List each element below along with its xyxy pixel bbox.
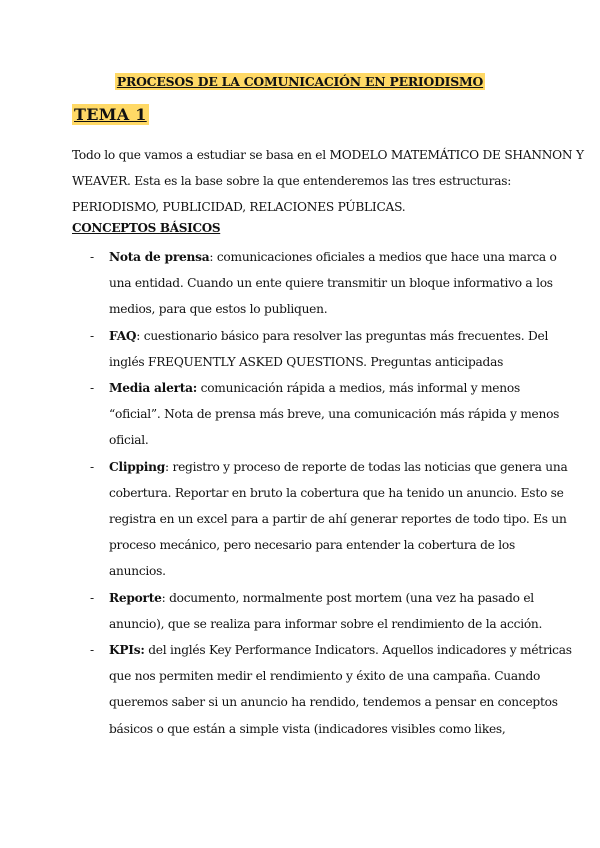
- intro-line: WEAVER. Esta es la base sobre la que entenderemos las tres estructuras:: [72, 174, 512, 189]
- bullet-dash: -: [90, 381, 95, 396]
- item-line: proceso mecánico, pero necesario para entender la cobertura de los: [109, 538, 515, 553]
- concept-term: Media alerta:: [109, 381, 198, 396]
- concept-term: Clipping: [109, 459, 166, 474]
- intro-line: PERIODISMO, PUBLICIDAD, RELACIONES PÚBLICAS.: [72, 200, 406, 215]
- section-heading: CONCEPTOS BÁSICOS: [72, 221, 221, 235]
- concept-definition: : documento, normalmente post mortem (una vez ha pasado el: [161, 590, 534, 605]
- item-line: “oficial”. Nota de prensa más breve, una comunicación más rápida y menos: [109, 407, 560, 422]
- concept-list: [72, 244, 572, 742]
- item-first-line: [109, 454, 568, 480]
- concept-definition: comunicación rápida a medios, más informal y menos: [197, 381, 520, 396]
- item-first-line: [109, 244, 557, 270]
- intro-line: Todo lo que vamos a estudiar se basa en el MODELO MATEMÁTICO DE SHANNON Y: [72, 148, 584, 162]
- concept-term: KPIs:: [109, 643, 145, 658]
- item-line: básicos o que están a simple vista (indicadores visibles como likes,: [109, 721, 506, 736]
- bullet-dash: -: [90, 590, 95, 605]
- list-item: [72, 323, 549, 375]
- bullet-dash: -: [90, 328, 95, 343]
- tema-heading: TEMA 1: [74, 105, 147, 124]
- concept-definition: : cuestionario básico para resolver las preguntas más frecuentes. Del: [136, 328, 549, 343]
- item-line: anuncios.: [109, 564, 166, 579]
- concept-term: Reporte: [109, 590, 162, 605]
- item-line: inglés FREQUENTLY ASKED QUESTIONS. Preguntas anticipadas: [109, 354, 504, 369]
- item-line: cobertura. Reportar en bruto la cobertura que ha tenido un anuncio. Esto se: [109, 485, 564, 500]
- item-line: anuncio), que se realiza para informar sobre el rendimiento de la acción.: [109, 616, 543, 631]
- list-item: [72, 454, 568, 585]
- bullet-dash: -: [90, 459, 95, 474]
- concept-definition: del inglés Key Performance Indicators. Aquellos indicadores y métricas: [144, 643, 572, 658]
- item-line: queremos saber si un anuncio ha rendido, tendemos a pensar en conceptos: [109, 695, 558, 710]
- item-line: oficial.: [109, 433, 149, 448]
- list-item: [72, 244, 557, 323]
- concept-definition: : registro y proceso de reporte de todas las noticias que genera una: [165, 459, 568, 474]
- concept-term: FAQ: [109, 328, 137, 343]
- bullet-dash: -: [90, 643, 95, 658]
- concept-definition: : comunicaciones oficiales a medios que hace una marca o: [209, 250, 557, 264]
- title-container: [0, 71, 600, 90]
- list-item: [72, 637, 572, 742]
- item-line: registra en un excel para a partir de ahí generar reportes de todo tipo. Es un: [109, 512, 567, 527]
- item-first-line: [109, 323, 549, 349]
- item-line: medios, para que estos lo publiquen.: [109, 302, 328, 317]
- document-title: PROCESOS DE LA COMUNICACIÓN EN PERIODISMO: [116, 74, 484, 89]
- item-first-line: [109, 375, 542, 401]
- intro-paragraph: [72, 142, 584, 221]
- item-line: que nos permiten medir el rendimiento y éxito de una campaña. Cuando: [109, 669, 541, 684]
- list-item: [72, 585, 542, 637]
- bullet-dash: -: [90, 250, 95, 264]
- concept-term: Nota de prensa: [109, 250, 210, 264]
- item-first-line: [109, 585, 542, 611]
- list-item: [72, 375, 560, 454]
- item-line: una entidad. Cuando un ente quiere transmitir un bloque informativo a los: [109, 276, 553, 291]
- item-first-line: [109, 637, 572, 663]
